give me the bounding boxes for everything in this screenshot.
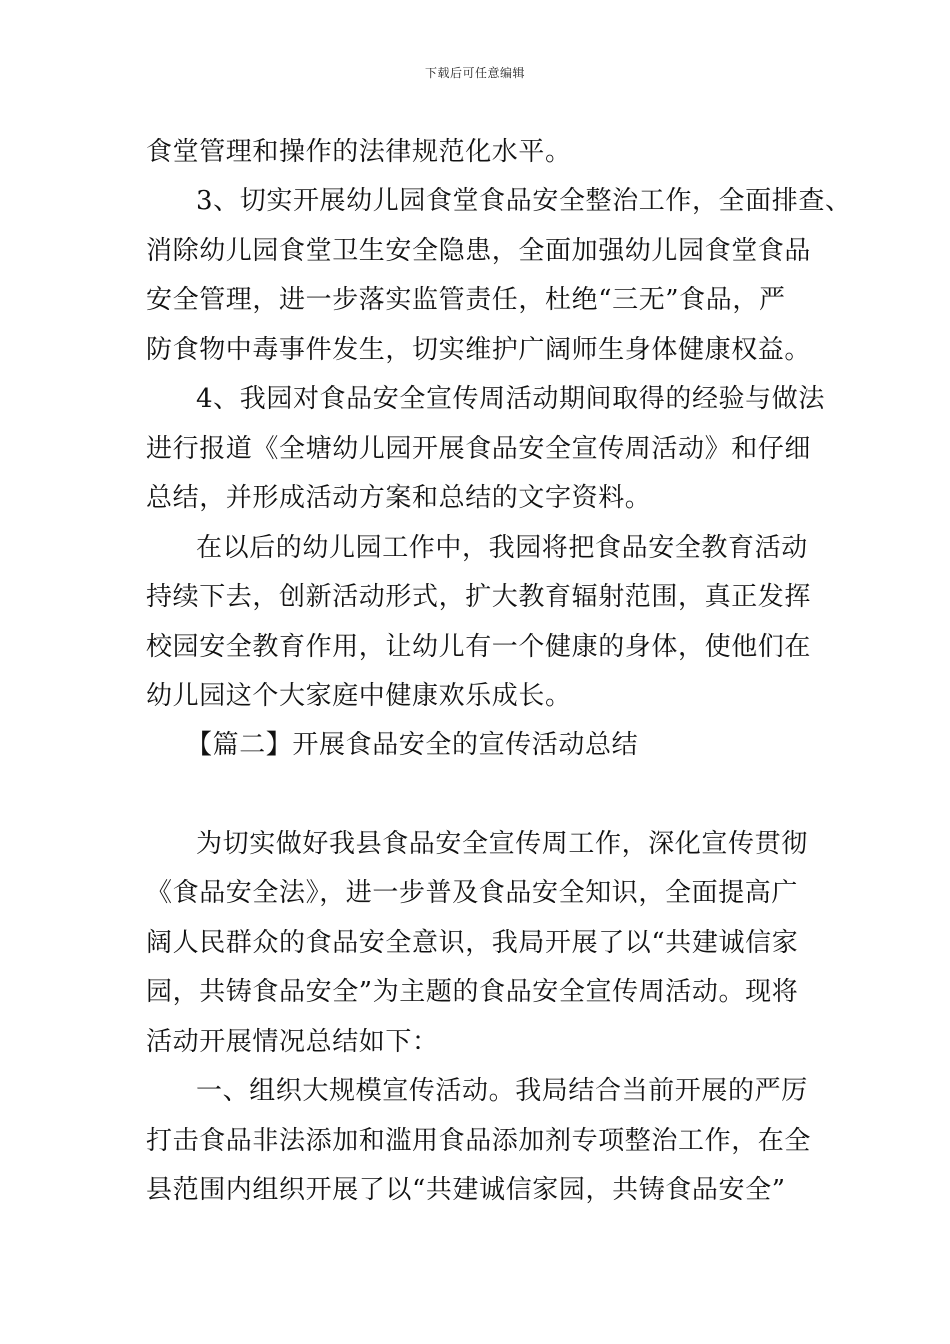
body-line: 活动开展情况总结如下： [146, 1027, 439, 1057]
body-line: 4、我园对食品安全宣传周活动期间取得的经验与做法 [196, 384, 825, 414]
body-line: 为切实做好我县食品安全宣传周工作，深化宣传贯彻 [196, 829, 808, 859]
body-line: 持续下去，创新活动形式，扩大教育辐射范围，真正发挥 [146, 582, 812, 612]
section-heading: 【篇二】开展食品安全的宣传活动总结 [186, 730, 639, 760]
body-line: 一、组织大规模宣传活动。我局结合当前开展的严厉 [196, 1076, 808, 1106]
body-line: 进行报道《全塘幼儿园开展食品安全宣传周活动》和仔细 [146, 434, 812, 464]
body-line: 《食品安全法》，进一步普及食品安全知识，全面提高广 [146, 878, 799, 908]
body-line: 幼儿园这个大家庭中健康欢乐成长。 [146, 681, 572, 711]
body-line: 总结，并形成活动方案和总结的文字资料。 [146, 483, 652, 513]
body-line: 校园安全教育作用，让幼儿有一个健康的身体，使他们在 [146, 632, 812, 662]
body-line: 防食物中毒事件发生，切实维护广阔师生身体健康权益。 [146, 335, 812, 365]
body-line: 在以后的幼儿园工作中，我园将把食品安全教育活动 [196, 533, 808, 563]
page-header: 下载后可任意编辑 [424, 66, 525, 80]
body-line: 3、切实开展幼儿园食堂食品安全整治工作，全面排查、 [196, 186, 852, 216]
body-line: 消除幼儿园食堂卫生安全隐患，全面加强幼儿园食堂食品 [146, 236, 812, 266]
body-line: 食堂管理和操作的法律规范化水平。 [146, 137, 572, 167]
body-line: 安全管理，进一步落实监管责任，杜绝“三无”食品，严 [146, 285, 786, 315]
body-line: 阔人民群众的食品安全意识，我局开展了以“共建诚信家 [146, 928, 799, 958]
body-line: 园，共铸食品安全”为主题的食品安全宣传周活动。现将 [146, 977, 799, 1007]
body-line: 县范围内组织开展了以“共建诚信家园，共铸食品安全” [146, 1175, 786, 1205]
body-line: 打击食品非法添加和滥用食品添加剂专项整治工作，在全 [146, 1126, 812, 1156]
